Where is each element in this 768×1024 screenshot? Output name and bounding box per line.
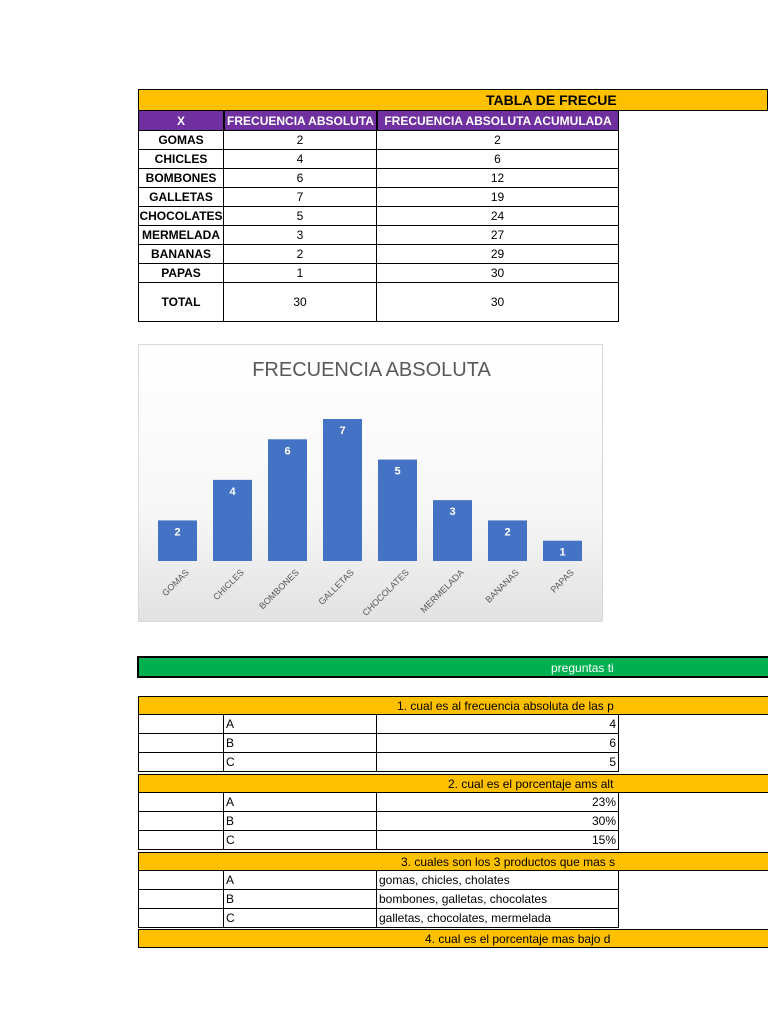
cell-blank[interactable] (138, 831, 224, 850)
question-text: 4. cual es el porcentaje mas bajo d (425, 932, 611, 946)
option-answer[interactable]: 5 (377, 753, 619, 772)
cell-blank[interactable] (138, 890, 224, 909)
option-letter[interactable]: A (224, 793, 377, 812)
option-answer[interactable]: 15% (377, 831, 619, 850)
cell-blank[interactable] (138, 734, 224, 753)
table-title: TABLA DE FRECUE (486, 92, 617, 108)
question-text: 2. cual es el porcentaje ams alt (448, 777, 614, 791)
cell-fa[interactable]: 3 (224, 226, 377, 245)
option-letter[interactable]: C (224, 909, 377, 928)
option-letter[interactable]: C (224, 831, 377, 850)
header-frecuencia-acumulada[interactable]: FRECUENCIA ABSOLUTA ACUMULADA (377, 111, 619, 131)
bar-value-label: 2 (174, 526, 181, 539)
x-tick-label: MERMELADA (418, 567, 466, 615)
option-answer[interactable]: 4 (377, 715, 619, 734)
chart-title: FRECUENCIA ABSOLUTA (252, 359, 491, 381)
option-row (138, 793, 619, 812)
bar-galletas[interactable] (323, 419, 362, 561)
question-header[interactable] (138, 852, 768, 871)
question-header[interactable] (138, 696, 768, 715)
cell-x[interactable]: PAPAS (138, 264, 224, 283)
header-x[interactable]: X (138, 111, 224, 131)
x-tick-label: GOMAS (160, 567, 191, 599)
option-row (138, 753, 619, 772)
bar-value-label: 2 (504, 526, 511, 539)
cell-faa[interactable]: 24 (377, 207, 619, 226)
option-answer[interactable]: 23% (377, 793, 619, 812)
x-tick-label: CHICLES (211, 567, 246, 603)
option-letter[interactable]: A (224, 715, 377, 734)
cell-x[interactable]: GALLETAS (138, 188, 224, 207)
bar-value-label: 4 (229, 485, 236, 498)
cell-faa[interactable]: 19 (377, 188, 619, 207)
option-letter[interactable]: B (224, 812, 377, 831)
cell-x[interactable]: CHOCOLATES (138, 207, 224, 226)
x-tick-label: GALLETAS (316, 567, 356, 607)
option-row (138, 831, 619, 850)
cell-x[interactable]: MERMELADA (138, 226, 224, 245)
cell-total-fa[interactable]: 30 (224, 283, 377, 322)
bar-chart[interactable] (138, 344, 603, 622)
x-tick-label: BOMBONES (257, 567, 301, 612)
option-row (138, 734, 619, 753)
cell-blank[interactable] (138, 753, 224, 772)
cell-fa[interactable]: 6 (224, 169, 377, 188)
cell-faa[interactable]: 30 (377, 264, 619, 283)
cell-blank[interactable] (138, 909, 224, 928)
cell-blank[interactable] (138, 793, 224, 812)
question-header[interactable] (138, 929, 768, 948)
option-row (138, 812, 619, 831)
questions-section-title: preguntas ti (551, 661, 614, 675)
question-text: 1. cual es al frecuencia absoluta de las p (397, 699, 614, 713)
cell-x[interactable]: BANANAS (138, 245, 224, 264)
cell-fa[interactable]: 7 (224, 188, 377, 207)
cell-fa[interactable]: 1 (224, 264, 377, 283)
cell-fa[interactable]: 4 (224, 150, 377, 169)
cell-x[interactable]: BOMBONES (138, 169, 224, 188)
option-letter[interactable]: C (224, 753, 377, 772)
question-header[interactable] (138, 774, 768, 793)
bar-value-label: 3 (449, 506, 456, 519)
option-row (138, 871, 619, 890)
bar-value-label: 7 (339, 425, 346, 437)
option-answer[interactable]: bombones, galletas, chocolates (377, 890, 619, 909)
bar-value-label: 6 (284, 445, 291, 458)
option-letter[interactable]: A (224, 871, 377, 890)
option-answer[interactable]: galletas, chocolates, mermelada (377, 909, 619, 928)
x-tick-label: BANANAS (483, 567, 521, 605)
cell-blank[interactable] (138, 871, 224, 890)
questions-section-bar (137, 656, 768, 678)
bar-value-label: 5 (394, 465, 401, 478)
cell-blank[interactable] (138, 812, 224, 831)
bar-value-label: 1 (559, 546, 566, 559)
cell-faa[interactable]: 2 (377, 131, 619, 150)
cell-faa[interactable]: 6 (377, 150, 619, 169)
cell-x[interactable]: CHICLES (138, 150, 224, 169)
option-row (138, 890, 619, 909)
cell-total-faa[interactable]: 30 (377, 283, 619, 322)
x-tick-label: PAPAS (548, 567, 576, 595)
option-row (138, 909, 619, 928)
bar-bombones[interactable] (268, 439, 307, 561)
cell-blank[interactable] (138, 715, 224, 734)
table-title-bar (138, 89, 768, 111)
cell-fa[interactable]: 5 (224, 207, 377, 226)
cell-faa[interactable]: 29 (377, 245, 619, 264)
cell-fa[interactable]: 2 (224, 245, 377, 264)
cell-total-label[interactable]: TOTAL (138, 283, 224, 322)
question-text: 3. cuales son los 3 productos que mas s (401, 855, 616, 869)
option-row (138, 715, 619, 734)
option-letter[interactable]: B (224, 734, 377, 753)
x-tick-label: CHOCOLATES (360, 567, 411, 618)
option-letter[interactable]: B (224, 890, 377, 909)
cell-x[interactable]: GOMAS (138, 131, 224, 150)
chart-plot (139, 345, 604, 623)
cell-faa[interactable]: 12 (377, 169, 619, 188)
cell-fa[interactable]: 2 (224, 131, 377, 150)
cell-faa[interactable]: 27 (377, 226, 619, 245)
option-answer[interactable]: 6 (377, 734, 619, 753)
option-answer[interactable]: gomas, chicles, cholates (377, 871, 619, 890)
header-frecuencia-absoluta[interactable]: FRECUENCIA ABSOLUTA (224, 111, 377, 131)
option-answer[interactable]: 30% (377, 812, 619, 831)
